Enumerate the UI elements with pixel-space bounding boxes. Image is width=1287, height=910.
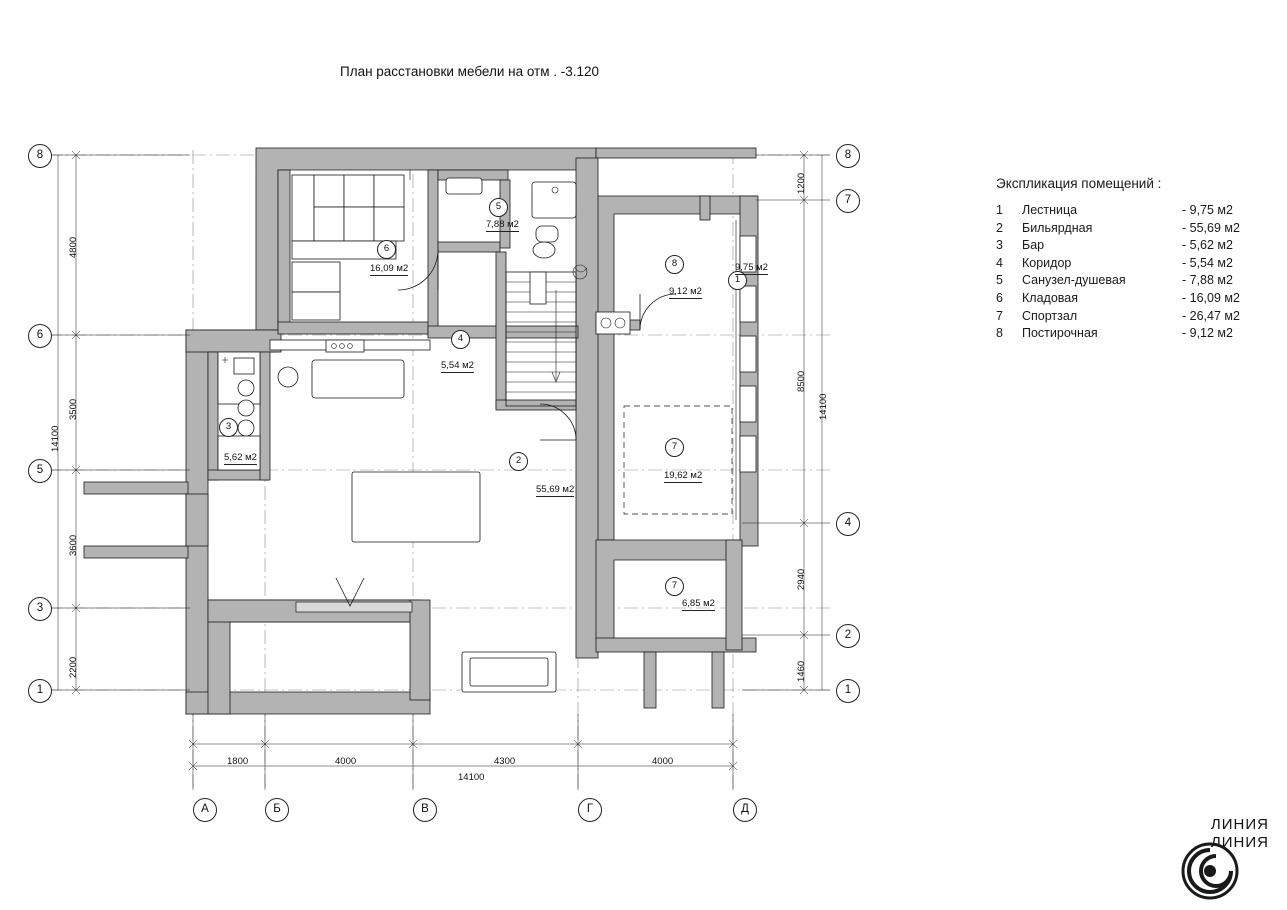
room-area: 19,62 м2 bbox=[664, 470, 703, 481]
legend-number: 3 bbox=[996, 238, 1003, 253]
legend-name: Санузел-душевая bbox=[1022, 273, 1126, 288]
room-area: 5,54 м2 bbox=[441, 360, 474, 371]
grid-bubble: 3 bbox=[28, 597, 52, 621]
grid-bubble: Г bbox=[578, 798, 602, 822]
legend-number: 5 bbox=[996, 273, 1003, 288]
room-tag: 1 bbox=[728, 271, 747, 290]
grid-bubble: 5 bbox=[28, 459, 52, 483]
legend-row bbox=[996, 220, 1286, 238]
dimension-label: 14100 bbox=[818, 393, 829, 420]
logo-text-line2: ЛИНИЯ bbox=[1210, 834, 1269, 851]
grid-bubble: 8 bbox=[836, 144, 860, 168]
stairs bbox=[506, 272, 576, 406]
dimension-label: 2200 bbox=[68, 656, 79, 678]
dimension-label: 14100 bbox=[458, 772, 485, 783]
legend-area: - 5,54 м2 bbox=[1182, 255, 1233, 270]
dimension-label: 4000 bbox=[652, 756, 674, 767]
legend-name: Спортзал bbox=[1022, 308, 1078, 323]
legend-area: - 16,09 м2 bbox=[1182, 290, 1240, 305]
logo-text-line1: ЛИНИЯ bbox=[1210, 816, 1269, 833]
legend-row bbox=[996, 255, 1286, 273]
room-tag: 5 bbox=[489, 198, 508, 217]
page-title: План расстановки мебели на отм . -3.120 bbox=[340, 64, 600, 79]
legend-area: - 7,88 м2 bbox=[1182, 273, 1233, 288]
legend-name: Лестница bbox=[1022, 203, 1078, 217]
legend-number: 1 bbox=[996, 203, 1003, 217]
room-area: 16,09 м2 bbox=[370, 263, 409, 274]
legend-number: 7 bbox=[996, 308, 1003, 323]
dimension-label: 8500 bbox=[796, 370, 807, 392]
dimension-label: 1460 bbox=[796, 660, 807, 682]
grid-bubble: 4 bbox=[836, 512, 860, 536]
legend-name: Бар bbox=[1022, 238, 1045, 253]
grid-bubble: А bbox=[193, 798, 217, 822]
grid-bubble: Д bbox=[733, 798, 757, 822]
room-area: 6,85 м2 bbox=[682, 598, 715, 609]
legend-row bbox=[996, 325, 1286, 343]
legend-area: - 5,62 м2 bbox=[1182, 238, 1233, 253]
room-tag: 4 bbox=[451, 330, 470, 349]
room-tag: 3 bbox=[219, 418, 238, 437]
legend-name: Кладовая bbox=[1022, 290, 1078, 305]
dimension-label: 3500 bbox=[68, 398, 79, 420]
grid-bubble: 1 bbox=[836, 679, 860, 703]
legend-number: 6 bbox=[996, 290, 1003, 305]
room-area: 5,62 м2 bbox=[224, 452, 257, 463]
legend-name: Коридор bbox=[1022, 255, 1072, 270]
dimension-label: 4300 bbox=[494, 756, 516, 767]
logo-spiral-icon bbox=[1181, 842, 1239, 900]
legend-row bbox=[996, 272, 1286, 290]
legend-number: 8 bbox=[996, 326, 1003, 341]
legend-row bbox=[996, 308, 1286, 326]
walls bbox=[186, 148, 758, 714]
legend-area: - 9,75 м2 bbox=[1182, 203, 1233, 217]
dimension-label: 1800 bbox=[227, 756, 249, 767]
dimension-label: 4800 bbox=[68, 236, 79, 258]
grid-bubble: 2 bbox=[836, 624, 860, 648]
room-tag: 7 bbox=[665, 438, 684, 457]
legend-number: 4 bbox=[996, 255, 1003, 270]
room-tag: 7 bbox=[665, 577, 684, 596]
room-area: 9,12 м2 bbox=[669, 286, 702, 297]
legend-row bbox=[996, 237, 1286, 255]
legend-row bbox=[996, 202, 1286, 220]
legend-name: Постирочная bbox=[1022, 326, 1098, 341]
legend-name: Бильярдная bbox=[1022, 220, 1093, 235]
dimension-label: 2940 bbox=[796, 568, 807, 590]
legend-area: - 9,12 м2 bbox=[1182, 326, 1233, 341]
company-logo bbox=[1179, 814, 1275, 900]
room-tag: 2 bbox=[509, 452, 528, 471]
dimension-label: 14100 bbox=[50, 425, 61, 452]
grid-bubble: В bbox=[413, 798, 437, 822]
dimension-label: 4000 bbox=[335, 756, 357, 767]
dimension-lines-left bbox=[48, 151, 190, 694]
dimension-label: 3600 bbox=[68, 534, 79, 556]
grid-bubble: 1 bbox=[28, 679, 52, 703]
furniture-bar bbox=[218, 340, 430, 470]
legend-number: 2 bbox=[996, 220, 1003, 235]
room-tag: 6 bbox=[377, 240, 396, 259]
room-tag: 8 bbox=[665, 255, 684, 274]
legend-area: - 55,69 м2 bbox=[1182, 220, 1240, 235]
grid-bubble: 8 bbox=[28, 144, 52, 168]
legend-area: - 26,47 м2 bbox=[1182, 308, 1240, 323]
grid-bubble: 7 bbox=[836, 189, 860, 213]
legend-row bbox=[996, 290, 1286, 308]
grid-bubble: Б bbox=[265, 798, 289, 822]
room-area: 9,75 м2 bbox=[735, 262, 768, 273]
grid-bubble: 6 bbox=[28, 324, 52, 348]
dimension-label: 1200 bbox=[796, 172, 807, 194]
legend-panel bbox=[996, 176, 1286, 343]
room-area: 7,88 м2 bbox=[486, 219, 519, 230]
legend-title: Экспликация помещений : bbox=[996, 176, 1162, 191]
room-area: 55,69 м2 bbox=[536, 484, 575, 495]
